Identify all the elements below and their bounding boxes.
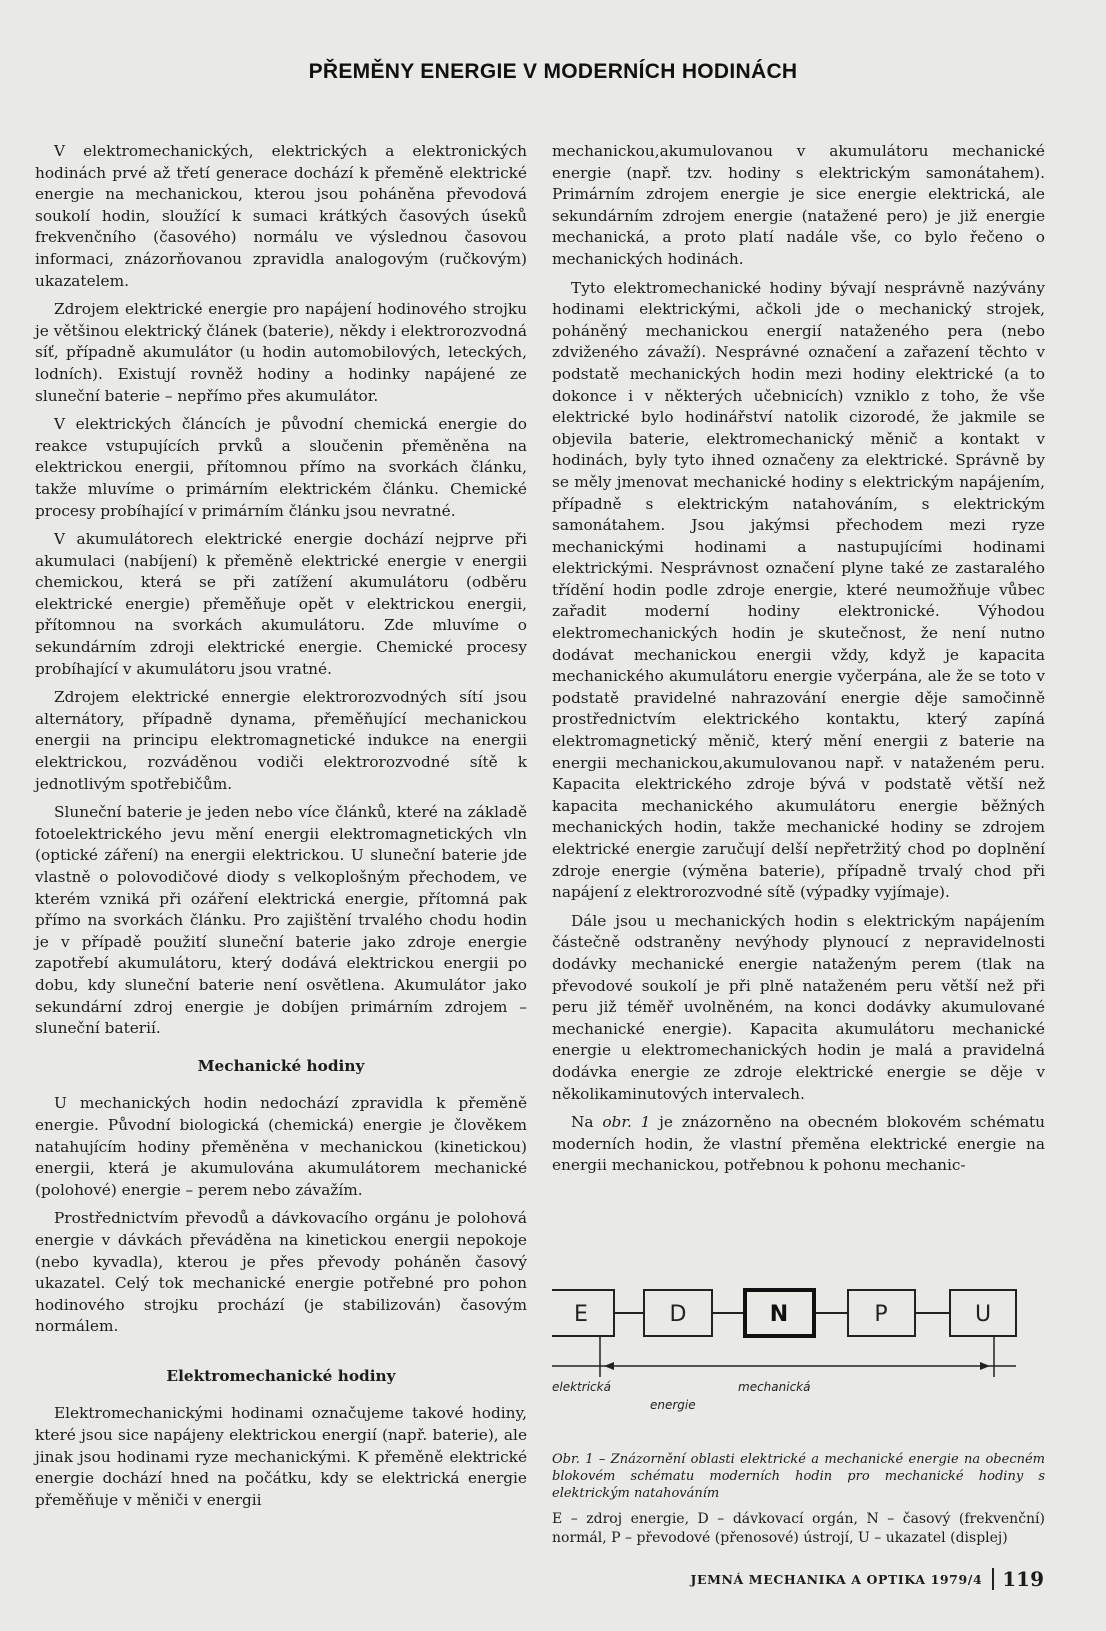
label-mechanical: mechanická bbox=[738, 1380, 811, 1394]
block-diagram-svg bbox=[552, 1281, 1045, 1461]
page-title: PŘEMĚNY ENERGIE V MODERNÍCH HODINÁCH bbox=[308, 60, 798, 83]
paragraph: Prostřednictvím převodů a dávkovacího orgánu je polohová energie v dávkách převáděna na kinetickou energii nepokoje (nebo kyvadla), kterou je přes převody poháněn časový ukazatel. Celý tok mechanické energie potřebné pro pohon hodinového strojku prochází (je stabilizován) časovým normálem. bbox=[35, 1209, 527, 1336]
paragraph: mechanickou,akumulovanou v akumulátoru mechanické energie (např. tzv. hodiny s elektrickým samonátahem). Primárním zdrojem energie je sice energie elektrická, ale sekundárním zdrojem energie (natažené pero) je již energie mechanická, a proto platí nadále vše, co bylo řečeno o mechanických hodinách. bbox=[552, 142, 1045, 268]
block-label-p: P bbox=[874, 1302, 888, 1327]
block-label-u: U bbox=[974, 1302, 992, 1327]
arrow-left bbox=[604, 1362, 614, 1370]
paragraph: Sluneční baterie je jeden nebo více článků, které na základě fotoelektrického jevu mění energii elektromagnetických vln (optické záření) na energii elektrickou. U sluneční baterie jde vlastně o polovodičové diody s velkoplošným přechodem, ve kterém vzniká při ozáření elektrická energie, přítomná pak přímo na svorkách článku. Pro zajištění trvalého chodu hodin je v případě použití sluneční baterie jako zdroje energie zapotřebí akumulátoru, který dodává elektrickou energii po dobu, kdy sluneční baterie není osvětlena. Akumulátor jako sekundární zdroj energie je dobíjen primárním zdrojem – sluneční baterií. bbox=[35, 803, 527, 1038]
block-label-d: D bbox=[669, 1302, 687, 1327]
paragraph: Zdrojem elektrické ennergie elektrorozvodných sítí jsou alternátory, případně dynama, přeměňující mechanickou energii na principu elektromagnetické indukce na energii elektrickou, rozváděnou vodiči elektrorozvodné sítě k jednotlivým spotřebičům. bbox=[35, 688, 527, 793]
arrow-right bbox=[980, 1362, 990, 1370]
paragraph: Tyto elektromechanické hodiny bývají nesprávně nazývány hodinami elektrickými, ačkoli jde o mechanický strojek, poháněný mechanickou energií nataženého pera (nebo zdviženého závaží). Nesprávné označení a zařazení těchto v podstatě mechanických hodin mezi hodiny elektrické (a to dokonce i v některých učebnicích) vzniklo z toho, že vše elektrické bylo hodinářství natolik cizorodé, že jakmile se objevila baterie, elektromechanický měnič a kontakt v hodinách, byly tyto ihned označeny za elektrické. Správně by se měly jmenovat mechanické hodiny s elektrickým napájením, případně s elektrickým natahováním, s elektrickým samonátahem. Jsou jakýmsi přechodem mezi ryze mechanickými hodinami a nastupujícími hodinami elektrickými. Nesprávnost označení plyne také ze zastaralého třídění hodin podle zdroje energie, které neumožňuje vůbec zařadit moderní hodiny elektronické. Výhodou elektromechanických hodin je skutečnost, že není nutno dodávat mechanickou energii vždy, když je kapacita mechanického akumulátoru energie vyčerpána, ale že se toto v podstatě pravidelné nahrazování energie děje samočinně prostřednictvím elektrického kontaktu, který zapíná elektromagnetický měnič, který mění energii z baterie na energii mechanickou,akumulovanou např. v nataženém peru. Kapacita elektrického zdroje bývá v podstatě větší než kapacita mechanického akumulátoru energie běžných mechanických hodin, takže mechanické hodiny se zdrojem elektrické energie zaručují delší nepřetržitý chod po doplnění zdroje energie (výměna baterie), případně trvalý chod při napájení z elektrorozvodné sítě (výpadky vyjímaje). bbox=[552, 278, 1045, 902]
figure-caption: Obr. 1 – Znázornění oblasti elektrické a mechanické energie na obecném blokovém schématu moderních hodin pro mechanické hodiny s elektrickým natahováním bbox=[552, 1452, 1045, 1501]
section-heading-electromechanical: Elektromechanické hodiny bbox=[166, 1366, 396, 1385]
figure-reference: obr. 1 bbox=[602, 1113, 651, 1132]
block-label-e: E bbox=[574, 1302, 588, 1327]
paragraph: U mechanických hodin nedochází zpravidla k přeměně energie. Původní biologická (chemická) energie je člověkem natahujícím hodiny přeměněna v mechanickou (kinetickou) energii, která je akumulována akumulátorem mechanické (polohové) energie – perem nebo závažím. bbox=[35, 1094, 527, 1199]
section-heading-mechanical: Mechanické hodiny bbox=[197, 1056, 365, 1075]
text-run: Na bbox=[571, 1113, 603, 1132]
paragraph: V elektrických článcích je původní chemická energie do reakce vstupujících prvků a sloučenin přeměněna na elektrickou energii, přítomnou přímo na svorkách článku, takže mluvíme o primárním elektrickém článku. Chemické procesy probíhající v primárním článku jsou nevratné. bbox=[35, 415, 527, 520]
label-electric: elektrická bbox=[552, 1380, 611, 1394]
right-column bbox=[552, 141, 1045, 1184]
footer-divider bbox=[992, 1568, 994, 1590]
paragraph: Zdrojem elektrické energie pro napájení hodinového strojku je většinou elektrický článek (baterie), někdy i elektrorozvodná síť, případně akumulátor (u hodin automobilových, leteckých, lodních). Existují rovněž hodiny a hodinky napájené ze sluneční baterie – nepřímo přes akumulátor. bbox=[35, 300, 527, 405]
paragraph-figure-reference bbox=[552, 1112, 1045, 1177]
paragraph: Dále jsou u mechanických hodin s elektrickým napájením částečně odstraněny nevýhody plynoucí z nepravidelnosti dodávky mechanické energie nataženým perem (tlak na převodové soukolí je při plně nataženém peru větší než při peru již téměř uvolněném, na konci dodávky akumulované mechanické energie). Kapacita akumulátoru mechanické energie u elektromechanických hodin je malá a pravidelná dodávka energie ze zdroje elektrické energie se děje v několikaminutových intervalech. bbox=[552, 911, 1045, 1103]
figure-legend: E – zdroj energie, D – dávkovací orgán, N – časový (frekvenční) normál, P – převodové (přenosové) ústrojí, U – ukazatel (displej) bbox=[552, 1511, 1045, 1546]
page-number: 119 bbox=[1002, 1567, 1044, 1591]
text-run: je znázorněno na obecném blokovém schématu moderních hodin, že vlastní přeměna elektrické energie na energii mechanickou, potřebnou k pohonu mechanic- bbox=[552, 1113, 1046, 1175]
paragraph: V elektromechanických, elektrických a elektronických hodinách prvé až třetí generace dochází k přeměně elektrické energie na mechanickou, kterou jsou poháněna převodová soukolí hodin, sloužící k sumaci krátkých časových úseků frekvenčního (časového) normálu ve výslednou časovou informaci, znázorňovanou zpravidla analogovým (ručkovým) ukazatelem. bbox=[35, 142, 527, 290]
paragraph: V akumulátorech elektrické energie dochází nejprve při akumulaci (nabíjení) k přeměně elektrické energie v energii chemickou, která se při zatížení akumulátoru (odběru elektrické energie) přeměňuje opět v elektrickou energii, přítomnou na svorkách akumulátoru. Zde mluvíme o sekundárním zdroji elektrické energie. Chemické procesy probíhající v akumulátoru jsou vratné. bbox=[35, 530, 527, 678]
page-footer bbox=[690, 1567, 1044, 1591]
left-column bbox=[35, 141, 527, 1518]
block-diagram bbox=[552, 1281, 1045, 1461]
paragraph: Elektromechanickými hodinami označujeme takové hodiny, které jsou sice napájeny elektrickou energií (např. baterie), ale jinak jsou hodinami ryze mechanickými. K přeměně elektrické energie dochází hned na počátku, kdy se elektrická energie přeměňuje v měniči v energii bbox=[35, 1404, 527, 1509]
label-energy: energie bbox=[650, 1398, 696, 1412]
block-label-n: N bbox=[769, 1302, 789, 1327]
journal-name: JEMNÁ MECHANIKA A OPTIKA 1979/4 bbox=[690, 1571, 983, 1587]
